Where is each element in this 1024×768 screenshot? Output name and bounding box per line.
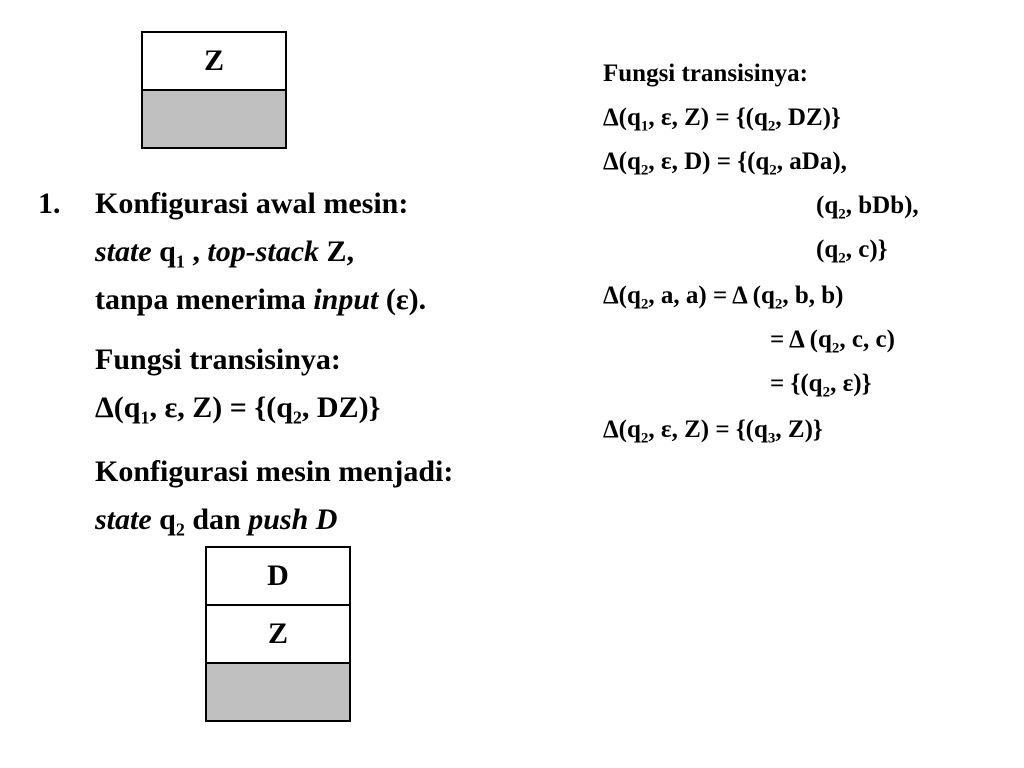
t: , Z)}: [775, 416, 823, 443]
transition-mid: , ε, Z) = {(q: [149, 391, 293, 424]
subscript: 2: [767, 118, 776, 135]
separator: ,: [184, 235, 208, 268]
t: , a, a) = Δ (q: [648, 282, 775, 309]
transition-3: [603, 277, 844, 315]
subscript: 2: [769, 162, 777, 179]
t: , ε, Z) = {(q: [648, 104, 768, 131]
t: , c, c): [839, 326, 895, 353]
epsilon-text: (ε).: [378, 283, 427, 316]
transition-end: , DZ)}: [301, 391, 381, 424]
transition-heading: Fungsi transisinya:: [95, 343, 341, 376]
stack-cell-top: Z: [143, 33, 285, 91]
no-input-line: [95, 277, 426, 323]
subscript: 2: [838, 206, 846, 223]
t: , aDa),: [776, 148, 847, 175]
t: = Δ (q: [770, 326, 832, 353]
stack-cell-second: Z: [207, 606, 349, 664]
t: Δ(q: [603, 282, 641, 309]
transition-2-cont-1: [816, 187, 919, 225]
t: (q: [816, 236, 839, 263]
t: , b, b): [782, 282, 844, 309]
state-word: state: [95, 503, 152, 536]
push-text: push D: [248, 503, 338, 536]
top-stack-word: top-stack: [207, 235, 320, 268]
after-state-line: [95, 497, 337, 543]
subscript: 2: [175, 519, 185, 540]
subscript: 2: [838, 250, 846, 267]
subscript: 1: [640, 118, 649, 135]
t: Δ(q: [603, 104, 641, 131]
stack-cell-bottom: [207, 664, 349, 720]
after-config-heading: Konfigurasi mesin menjadi:: [95, 455, 454, 488]
subscript: 1: [175, 251, 185, 272]
transition-4: [603, 411, 823, 449]
t: Δ(q: [603, 416, 641, 443]
transition-3-cont-1: [770, 321, 895, 359]
stack-cell-top: D: [207, 548, 349, 606]
t: , bDb),: [845, 192, 919, 219]
subscript: 2: [822, 384, 831, 401]
config-heading: Konfigurasi awal mesin:: [95, 187, 409, 220]
t: Δ(q: [603, 148, 641, 175]
dan-text: dan: [184, 503, 249, 536]
subscript: 2: [640, 296, 649, 313]
subscript: 2: [774, 296, 783, 313]
no-input-text: tanpa menerima: [95, 283, 314, 316]
item-number: 1.: [38, 187, 61, 220]
right-heading: Fungsi transisinya:: [603, 60, 808, 87]
t: , ε, Z) = {(q: [648, 416, 768, 443]
stack-cell-bottom: [143, 91, 285, 147]
top-stack-value: Z,: [319, 235, 355, 268]
t: , DZ)}: [775, 104, 841, 131]
stack-after-push: [205, 546, 351, 722]
delta-text: Δ(q: [95, 391, 141, 424]
transition-2: [603, 143, 847, 181]
input-word: input: [313, 283, 379, 316]
initial-state-line: [95, 229, 354, 275]
t: (q: [816, 192, 839, 219]
t: = {(q: [770, 370, 823, 397]
t: , c)}: [845, 236, 888, 263]
t: , ε, D) = {(q: [648, 148, 770, 175]
state-word: state: [95, 235, 152, 268]
subscript: 2: [640, 430, 649, 447]
q-symbol: q: [159, 235, 176, 268]
transition-1: [603, 99, 841, 137]
t: , ε)}: [830, 370, 872, 397]
transition-3-cont-2: [770, 365, 871, 403]
subscript: 1: [140, 407, 150, 428]
stack-initial: [141, 31, 287, 149]
subscript: 2: [831, 340, 840, 357]
subscript: 3: [767, 430, 776, 447]
subscript: 2: [292, 407, 302, 428]
transition-line: [95, 385, 380, 431]
q-symbol: q: [159, 503, 176, 536]
transition-2-cont-2: [816, 231, 888, 269]
subscript: 2: [640, 162, 649, 179]
